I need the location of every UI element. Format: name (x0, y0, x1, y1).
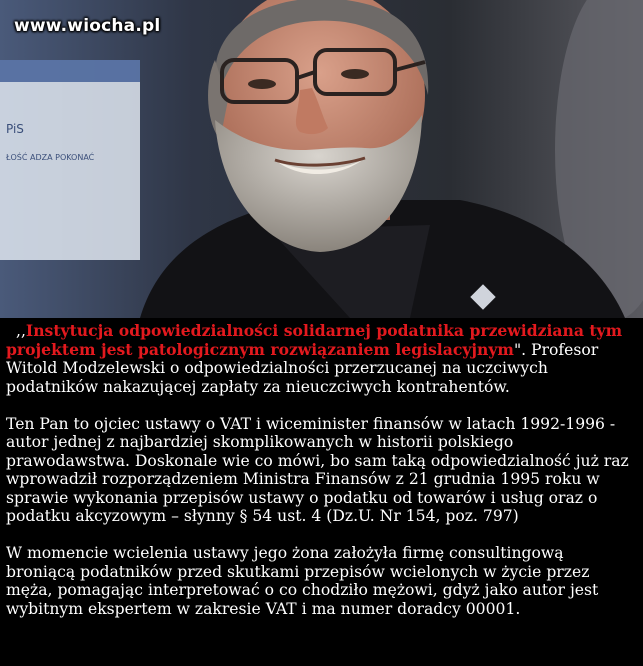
quote-close-mark: ". (513, 340, 527, 359)
backdrop-logo: PiS (6, 122, 24, 136)
paragraph-wife: W momencie wcielenia ustawy jego żona założyła firmę consultingową broniącą podatników przed skutkami przepisów wcielonych w życie przez męża, pomagając interpretować o co chodziło mężowi, gdyż jako autor jest wybitnym ekspertem w zakresie VAT i ma numer doradcy 00001. (6, 544, 599, 618)
quote-attribution: Profesor Witold Modzelewski o odpowiedzialności przerzucanej na uczciwych podatników nakazującej zapłaty za nieuczciwych kontrahentów. (6, 340, 599, 396)
portrait-photo (0, 0, 643, 318)
highlighted-quote: Instytucja odpowiedzialności solidarnej podatnika przewidziana tym projektem jest patologicznym rozwiązaniem legislacyjnym (6, 321, 623, 359)
backdrop-slogan: ŁOŚĆ ADZA POKONAĆ (6, 153, 95, 162)
watermark: www.wiocha.pl (14, 16, 161, 36)
paragraph-quote (6, 322, 634, 396)
paragraph-history: Ten Pan to ojciec ustawy o VAT i wiceminister finansów w latach 1992-1996 - autor jednej z najbardziej skomplikowanych w historii polskiego prawodawstwa. Doskonale wie co mówi, bo sam taką odpowiedzialność już raz wprowadził rozporządzeniem Ministra Finansów z 21 grudnia 1995 roku w sprawie wykonania przepisów ustawy o podatku od towarów i usług oraz o podatku akcyzowym – słynny § 54 ust. 4 (Dz.U. Nr 154, poz. 797) (6, 414, 629, 525)
quote-open-mark: ,, (16, 322, 26, 340)
article-text (6, 322, 634, 618)
portrait-illustration (0, 0, 643, 318)
